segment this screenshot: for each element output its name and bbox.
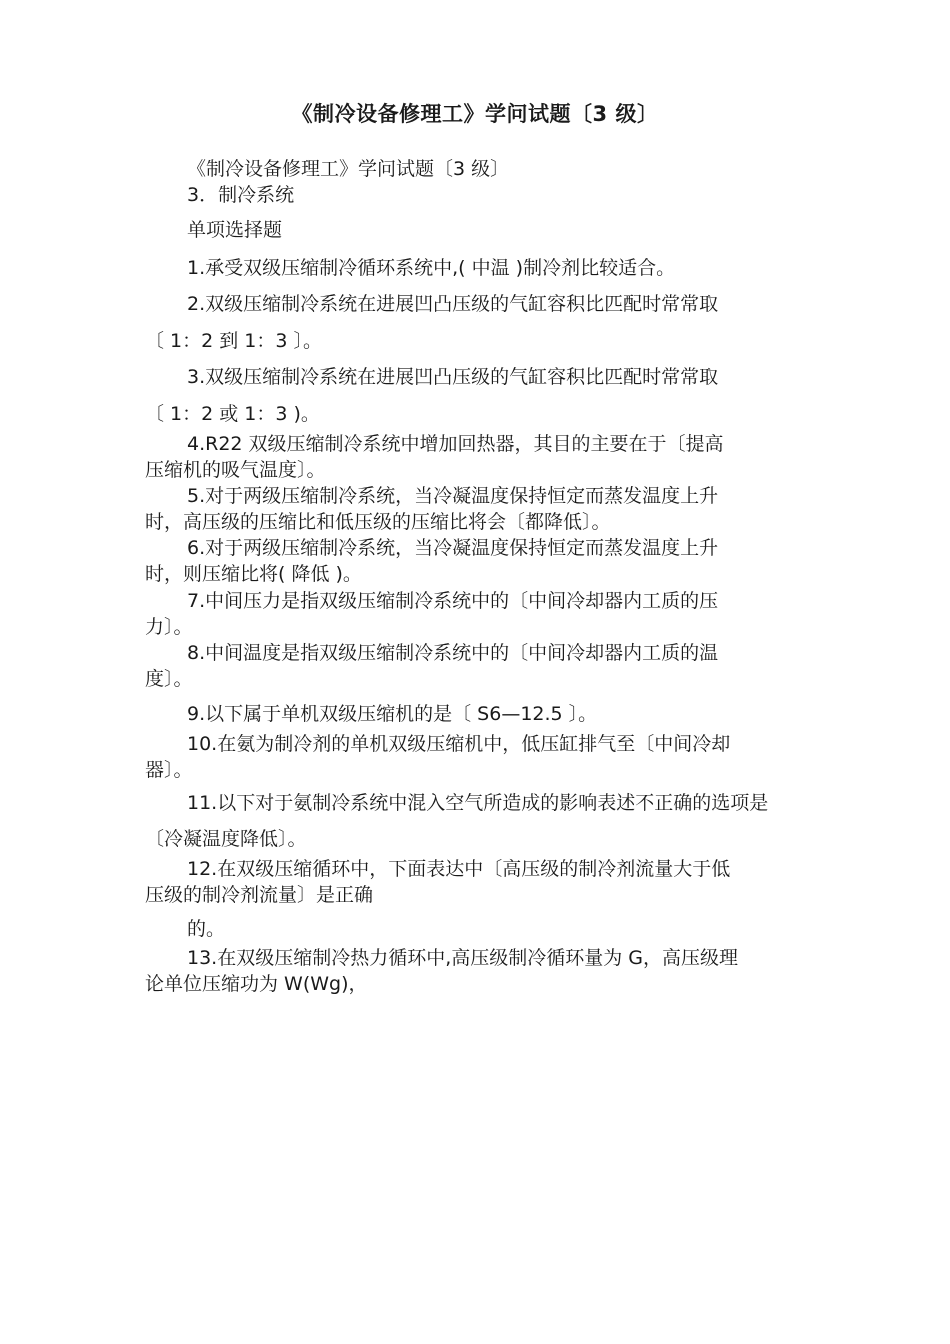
question-line: 8.中间温度是指双级压缩制冷系统中的〔中间冷却器内工质的温 <box>187 642 719 664</box>
subsection-heading: 单项选择题 <box>187 219 283 241</box>
document-subtitle: 《制冷设备修理工》学问试题〔3 级〕 <box>187 158 510 180</box>
question-line: 压级的制冷剂流量〕是正确 <box>145 884 374 906</box>
question-line: 3.双级压缩制冷系统在进展凹凸压级的气缸容积比匹配时常常取 <box>187 366 719 388</box>
question-line: 〔冷凝温度降低〕。 <box>145 828 307 850</box>
question-line: 13.在双级压缩制冷热力循环中,高压级制冷循环量为 G，高压级理 <box>187 947 739 969</box>
question-line: 〔 1：2 到 1：3 〕。 <box>145 330 323 352</box>
question-line: 压缩机的吸气温度〕。 <box>145 459 326 481</box>
question-line: 12.在双级压缩循环中，下面表达中〔高压级的制冷剂流量大于低 <box>187 858 731 880</box>
question-line: 时，则压缩比将( 降低 )。 <box>145 563 362 585</box>
question-line: 10.在氨为制冷剂的单机双级压缩机中，低压缸排气至〔中间冷却 <box>187 733 731 755</box>
question-line: 6.对于两级压缩制冷系统，当冷凝温度保持恒定而蒸发温度上升 <box>187 537 719 559</box>
section-heading: 3．制冷系统 <box>187 184 295 206</box>
question-line: 7.中间压力是指双级压缩制冷系统中的〔中间冷却器内工质的压 <box>187 590 719 612</box>
question-line: 2.双级压缩制冷系统在进展凹凸压级的气缸容积比匹配时常常取 <box>187 293 719 315</box>
question-line: 11.以下对于氨制冷系统中混入空气所造成的影响表述不正确的选项是 <box>187 792 769 814</box>
question-line: 9.以下属于单机双级压缩机的是〔 S6—12.5 〕。 <box>187 703 598 725</box>
question-line: 器〕。 <box>145 759 193 781</box>
question-line: 论单位压缩功为 W(Wg)， <box>145 973 368 995</box>
question-line: 时，高压级的压缩比和低压级的压缩比将会〔都降低〕。 <box>145 511 611 533</box>
question-line: 力〕。 <box>145 616 193 638</box>
question-line: 5.对于两级压缩制冷系统，当冷凝温度保持恒定而蒸发温度上升 <box>187 485 719 507</box>
question-line: 的。 <box>187 918 226 940</box>
document-title: 《制冷设备修理工》学问试题〔3 级〕 <box>291 102 659 126</box>
question-line: 度〕。 <box>145 668 193 690</box>
question-line: 4.R22 双级压缩制冷系统中增加回热器，其目的主要在于〔提高 <box>187 433 724 455</box>
question-line: 1.承受双级压缩制冷循环系统中,( 中温 )制冷剂比较适合。 <box>187 257 676 279</box>
question-line: 〔 1：2 或 1：3 )。 <box>145 403 320 425</box>
